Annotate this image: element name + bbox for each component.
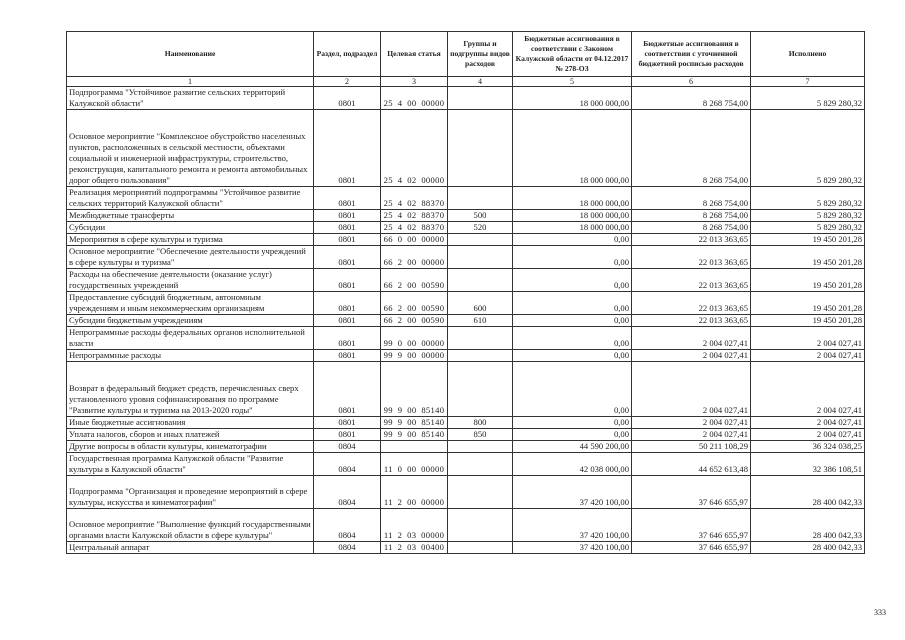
header-section: Раздел, подраздел xyxy=(314,32,381,77)
row-law-amount: 0,00 xyxy=(513,362,632,417)
row-executed-amount: 19 450 201,28 xyxy=(751,315,865,327)
table-row xyxy=(67,87,865,110)
column-number: 1 xyxy=(67,77,314,87)
row-executed-amount: 28 400 042,33 xyxy=(751,476,865,509)
table-row xyxy=(67,429,865,441)
row-executed-amount: 5 829 280,32 xyxy=(751,210,865,222)
row-name: Подпрограмма "Организация и проведение мероприятий в сфере культуры, искусства и кинематографии" xyxy=(67,476,314,509)
header-executed: Исполнено xyxy=(751,32,865,77)
row-name: Предоставление субсидий бюджетным, автономным учреждениям и иным некоммерческим организациям xyxy=(67,292,314,315)
header-article: Целевая статья xyxy=(381,32,448,77)
row-law-amount: 37 420 100,00 xyxy=(513,542,632,554)
table-row xyxy=(67,234,865,246)
row-target-article: 11 2 03 00400 xyxy=(381,542,448,554)
row-executed-amount: 2 004 027,41 xyxy=(751,362,865,417)
row-name: Уплата налогов, сборов и иных платежей xyxy=(67,429,314,441)
row-law-amount: 0,00 xyxy=(513,327,632,350)
row-section: 0804 xyxy=(314,509,381,542)
row-section: 0801 xyxy=(314,87,381,110)
row-section: 0801 xyxy=(314,110,381,187)
row-target-article: 99 9 00 85140 xyxy=(381,362,448,417)
row-expense-group xyxy=(448,441,513,453)
row-refined-amount: 37 646 655,97 xyxy=(632,542,751,554)
row-target-article: 99 0 00 00000 xyxy=(381,327,448,350)
row-law-amount: 0,00 xyxy=(513,234,632,246)
row-name: Расходы на обеспечение деятельности (оказание услуг) государственных учреждений xyxy=(67,269,314,292)
row-expense-group: 520 xyxy=(448,222,513,234)
row-refined-amount: 37 646 655,97 xyxy=(632,509,751,542)
row-refined-amount: 2 004 027,41 xyxy=(632,327,751,350)
row-executed-amount: 5 829 280,32 xyxy=(751,110,865,187)
row-refined-amount: 8 268 754,00 xyxy=(632,210,751,222)
row-law-amount: 0,00 xyxy=(513,315,632,327)
row-section: 0801 xyxy=(314,429,381,441)
row-refined-amount: 22 013 363,65 xyxy=(632,269,751,292)
table-row xyxy=(67,441,865,453)
row-name: Подпрограмма "Устойчивое развитие сельских территорий Калужской области" xyxy=(67,87,314,110)
row-law-amount: 0,00 xyxy=(513,269,632,292)
row-target-article: 99 9 00 00000 xyxy=(381,350,448,362)
row-target-article: 25 4 02 88370 xyxy=(381,210,448,222)
table-row xyxy=(67,222,865,234)
header-row xyxy=(67,32,865,77)
row-target-article: 25 4 00 00000 xyxy=(381,87,448,110)
row-executed-amount: 19 450 201,28 xyxy=(751,292,865,315)
row-law-amount: 44 590 200,00 xyxy=(513,441,632,453)
row-section: 0801 xyxy=(314,210,381,222)
row-expense-group: 610 xyxy=(448,315,513,327)
row-executed-amount: 2 004 027,41 xyxy=(751,327,865,350)
column-number: 5 xyxy=(513,77,632,87)
table-body xyxy=(67,87,865,554)
row-law-amount: 0,00 xyxy=(513,350,632,362)
row-law-amount: 42 038 000,00 xyxy=(513,453,632,476)
row-refined-amount: 50 211 108,29 xyxy=(632,441,751,453)
row-target-article: 66 2 00 00590 xyxy=(381,269,448,292)
column-number: 2 xyxy=(314,77,381,87)
row-executed-amount: 36 324 038,25 xyxy=(751,441,865,453)
row-name: Субсидии xyxy=(67,222,314,234)
row-target-article: 66 2 00 00000 xyxy=(381,246,448,269)
row-target-article: 66 0 00 00000 xyxy=(381,234,448,246)
row-target-article: 25 4 02 88370 xyxy=(381,187,448,210)
row-refined-amount: 2 004 027,41 xyxy=(632,362,751,417)
table-row xyxy=(67,509,865,542)
row-section: 0801 xyxy=(314,315,381,327)
row-target-article: 25 4 02 88370 xyxy=(381,222,448,234)
row-executed-amount: 5 829 280,32 xyxy=(751,87,865,110)
row-name: Государственная программа Калужской области "Развитие культуры в Калужской области" xyxy=(67,453,314,476)
row-target-article: 11 0 00 00000 xyxy=(381,453,448,476)
row-section: 0804 xyxy=(314,476,381,509)
column-number: 3 xyxy=(381,77,448,87)
row-refined-amount: 37 646 655,97 xyxy=(632,476,751,509)
budget-table-container xyxy=(66,31,865,554)
row-executed-amount: 19 450 201,28 xyxy=(751,234,865,246)
table-row xyxy=(67,292,865,315)
row-refined-amount: 22 013 363,65 xyxy=(632,246,751,269)
row-expense-group xyxy=(448,350,513,362)
budget-table xyxy=(66,31,865,554)
row-executed-amount: 28 400 042,33 xyxy=(751,509,865,542)
row-executed-amount: 32 386 108,51 xyxy=(751,453,865,476)
row-section: 0801 xyxy=(314,246,381,269)
row-section: 0804 xyxy=(314,441,381,453)
row-refined-amount: 22 013 363,65 xyxy=(632,315,751,327)
row-target-article: 11 2 03 00000 xyxy=(381,509,448,542)
row-law-amount: 18 000 000,00 xyxy=(513,87,632,110)
row-name: Реализация мероприятий подпрограммы "Устойчивое развитие сельских территорий Калужской области" xyxy=(67,187,314,210)
row-name: Основное мероприятие "Обеспечение деятельности учреждений в сфере культуры и туризма" xyxy=(67,246,314,269)
row-section: 0801 xyxy=(314,222,381,234)
table-row xyxy=(67,453,865,476)
row-refined-amount: 2 004 027,41 xyxy=(632,429,751,441)
row-executed-amount: 5 829 280,32 xyxy=(751,222,865,234)
row-expense-group: 800 xyxy=(448,417,513,429)
page-number: 333 xyxy=(874,608,886,617)
table-row xyxy=(67,362,865,417)
table-row xyxy=(67,350,865,362)
row-name: Другие вопросы в области культуры, кинематографии xyxy=(67,441,314,453)
row-executed-amount: 19 450 201,28 xyxy=(751,246,865,269)
row-name: Основное мероприятие "Выполнение функций государственными органами власти Калужской области в сфере культуры" xyxy=(67,509,314,542)
table-row xyxy=(67,210,865,222)
row-law-amount: 0,00 xyxy=(513,417,632,429)
row-refined-amount: 2 004 027,41 xyxy=(632,417,751,429)
row-target-article: 66 2 00 00590 xyxy=(381,315,448,327)
row-executed-amount: 2 004 027,41 xyxy=(751,429,865,441)
header-groups: Группы и подгруппы видов расходов xyxy=(448,32,513,77)
row-executed-amount: 19 450 201,28 xyxy=(751,269,865,292)
row-section: 0804 xyxy=(314,453,381,476)
table-row xyxy=(67,269,865,292)
row-section: 0801 xyxy=(314,292,381,315)
row-law-amount: 18 000 000,00 xyxy=(513,110,632,187)
row-refined-amount: 8 268 754,00 xyxy=(632,187,751,210)
row-section: 0801 xyxy=(314,269,381,292)
column-number: 6 xyxy=(632,77,751,87)
row-refined-amount: 44 652 613,48 xyxy=(632,453,751,476)
row-expense-group xyxy=(448,234,513,246)
table-row xyxy=(67,315,865,327)
header-law: Бюджетные ассигнования в соответствии с Законом Калужской области от 04.12.2017 № 278-ОЗ xyxy=(513,32,632,77)
table-row xyxy=(67,246,865,269)
row-law-amount: 37 420 100,00 xyxy=(513,476,632,509)
row-section: 0801 xyxy=(314,417,381,429)
row-target-article xyxy=(381,441,448,453)
row-expense-group xyxy=(448,453,513,476)
row-expense-group xyxy=(448,110,513,187)
row-section: 0801 xyxy=(314,350,381,362)
column-number: 4 xyxy=(448,77,513,87)
row-refined-amount: 22 013 363,65 xyxy=(632,292,751,315)
row-section: 0804 xyxy=(314,542,381,554)
table-row xyxy=(67,417,865,429)
row-law-amount: 0,00 xyxy=(513,429,632,441)
row-expense-group xyxy=(448,87,513,110)
row-name: Межбюджетные трансферты xyxy=(67,210,314,222)
column-number: 7 xyxy=(751,77,865,87)
row-section: 0801 xyxy=(314,187,381,210)
column-number-row xyxy=(67,77,865,87)
row-refined-amount: 8 268 754,00 xyxy=(632,110,751,187)
row-name: Центральный аппарат xyxy=(67,542,314,554)
row-name: Субсидии бюджетным учреждениям xyxy=(67,315,314,327)
row-expense-group: 500 xyxy=(448,210,513,222)
row-expense-group xyxy=(448,476,513,509)
row-law-amount: 18 000 000,00 xyxy=(513,187,632,210)
row-refined-amount: 8 268 754,00 xyxy=(632,222,751,234)
row-expense-group xyxy=(448,542,513,554)
row-section: 0801 xyxy=(314,362,381,417)
row-target-article: 25 4 02 00000 xyxy=(381,110,448,187)
row-name: Возврат в федеральный бюджет средств, перечисленных сверх установленного уровня софинансирования по программе "Развитие культуры и туризма на 2013-2020 годы" xyxy=(67,362,314,417)
row-target-article: 99 9 00 85140 xyxy=(381,429,448,441)
row-name: Непрограммные расходы федеральных органов исполнительной власти xyxy=(67,327,314,350)
row-expense-group: 850 xyxy=(448,429,513,441)
row-target-article: 11 2 00 00000 xyxy=(381,476,448,509)
table-row xyxy=(67,476,865,509)
row-target-article: 66 2 00 00590 xyxy=(381,292,448,315)
row-law-amount: 0,00 xyxy=(513,292,632,315)
row-section: 0801 xyxy=(314,327,381,350)
table-row xyxy=(67,187,865,210)
row-expense-group xyxy=(448,269,513,292)
row-section: 0801 xyxy=(314,234,381,246)
header-name: Наименование xyxy=(67,32,314,77)
row-executed-amount: 2 004 027,41 xyxy=(751,350,865,362)
header-refined: Бюджетные ассигнования в соответствии с уточненной бюджетной росписью расходов xyxy=(632,32,751,77)
row-expense-group xyxy=(448,246,513,269)
row-law-amount: 18 000 000,00 xyxy=(513,222,632,234)
table-row xyxy=(67,327,865,350)
row-target-article: 99 9 00 85140 xyxy=(381,417,448,429)
row-name: Основное мероприятие "Комплексное обустройство населенных пунктов, расположенных в сельской местности, объектами социальной и инженерной инфраструктуры, строительство, реконструкция, капитального ремонта и ремонта автомобильных дорог общего пользования" xyxy=(67,110,314,187)
row-expense-group xyxy=(448,327,513,350)
row-law-amount: 18 000 000,00 xyxy=(513,210,632,222)
table-row xyxy=(67,110,865,187)
row-name: Мероприятия в сфере культуры и туризма xyxy=(67,234,314,246)
row-refined-amount: 2 004 027,41 xyxy=(632,350,751,362)
row-expense-group: 600 xyxy=(448,292,513,315)
row-expense-group xyxy=(448,187,513,210)
row-executed-amount: 28 400 042,33 xyxy=(751,542,865,554)
row-refined-amount: 8 268 754,00 xyxy=(632,87,751,110)
row-expense-group xyxy=(448,362,513,417)
table-row xyxy=(67,542,865,554)
row-refined-amount: 22 013 363,65 xyxy=(632,234,751,246)
row-expense-group xyxy=(448,509,513,542)
row-name: Непрограммные расходы xyxy=(67,350,314,362)
row-executed-amount: 5 829 280,32 xyxy=(751,187,865,210)
row-law-amount: 0,00 xyxy=(513,246,632,269)
row-name: Иные бюджетные ассигнования xyxy=(67,417,314,429)
row-law-amount: 37 420 100,00 xyxy=(513,509,632,542)
row-executed-amount: 2 004 027,41 xyxy=(751,417,865,429)
